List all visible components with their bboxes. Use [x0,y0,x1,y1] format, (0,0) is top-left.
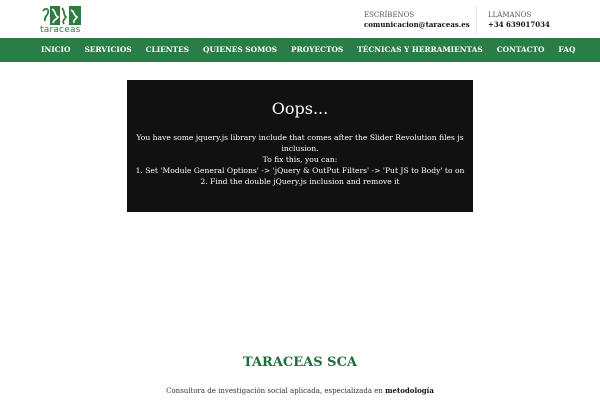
company-description [0,386,600,396]
contact-phone-block [488,11,550,29]
nav-item-quienes-somos[interactable]: QUIENES SOMOS [203,45,278,54]
nav-item-proyectos[interactable]: PROYECTOS [291,45,344,54]
nav-item-contacto[interactable]: CONTACTO [496,45,545,54]
slider-error-box [127,80,473,212]
email-label: ESCRÍBENOS [364,11,415,19]
error-title: Oops... [271,99,329,118]
nav-item-clientes[interactable]: CLIENTES [145,45,190,54]
error-line-3: 1. Set 'Module General Options' -> 'jQuery & OutPut Filters' -> 'Put JS to Body' to on [135,166,465,175]
main-nav [0,38,600,62]
company-description-text: Consultora de investigación social aplicada, especializada en [166,387,383,395]
error-line-1: You have some jquery.js library include that comes after the Slider Revolution files js inclusion. [136,133,464,153]
nav-item-faq[interactable]: FAQ [558,45,576,54]
nav-item-tecnicas-herramientas[interactable]: TÉCNICAS Y HERRAMIENTAS [357,45,483,54]
site-logo[interactable] [40,5,84,35]
contact-email-block [364,11,470,29]
phone-link[interactable]: +34 639017034 [488,20,550,29]
error-line-4: 2. Find the double jQuery.js inclusion and remove it [200,177,400,186]
taraceas-logo-icon [42,5,82,26]
nav-menu [34,38,582,62]
error-line-2: To fix this, you can: [262,155,338,164]
email-link[interactable]: comunicacion@taraceas.es [364,20,470,29]
nav-item-inicio[interactable]: INICIO [41,45,71,54]
phone-label: LLÁMANOS [488,11,532,19]
nav-item-servicios[interactable]: SERVICIOS [84,45,132,54]
company-title: TARACEAS SCA [242,355,358,370]
error-message [135,132,465,187]
header-divider [476,6,477,34]
company-description-bold: metodología [385,386,434,395]
logo-wordmark: taraceas [40,25,81,35]
site-header [0,0,600,38]
